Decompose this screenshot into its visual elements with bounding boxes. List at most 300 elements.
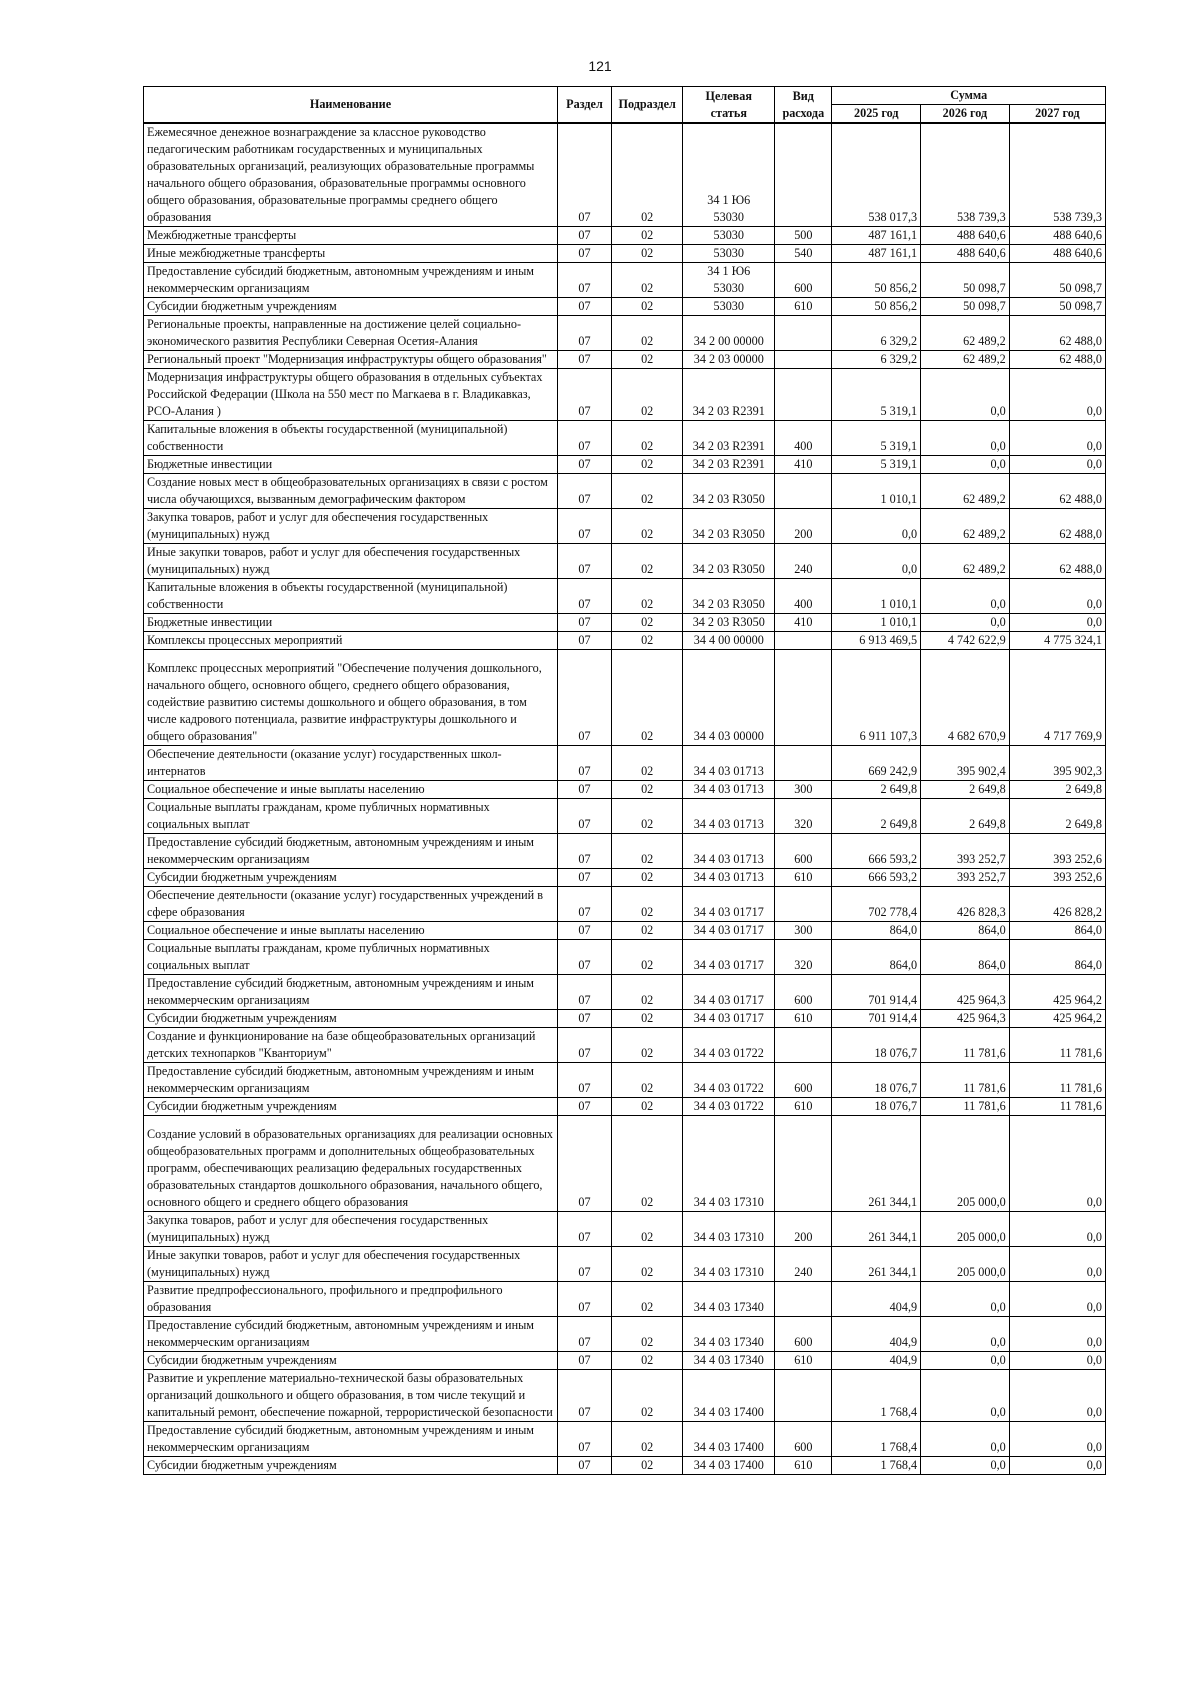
row-section: 07 <box>557 799 611 834</box>
row-name: Предоставление субсидий бюджетным, автономным учреждениям и иным некоммерческим организациям <box>144 975 558 1010</box>
row-sum-2026: 205 000,0 <box>921 1247 1010 1282</box>
table-row <box>144 922 1106 940</box>
row-sum-2026: 62 489,2 <box>921 474 1010 509</box>
row-name: Субсидии бюджетным учреждениям <box>144 1010 558 1028</box>
row-expense-type: 300 <box>775 781 832 799</box>
row-subsection: 02 <box>612 369 683 421</box>
header-subsection: Подраздел <box>612 87 683 124</box>
row-section: 07 <box>557 544 611 579</box>
row-name: Комплекс процессных мероприятий "Обеспечение получения дошкольного, начального общего, основного общего, среднего общего образования, содействие развитию системы дошкольного и общего образования, в том числе кадрового потенциала, развитие инфраструктуры дошкольного и общего образования" <box>144 650 558 746</box>
row-sum-2027: 0,0 <box>1009 1247 1105 1282</box>
row-target: 34 4 03 01717 <box>683 975 775 1010</box>
table-row <box>144 579 1106 614</box>
row-name: Создание и функционирование на базе общеобразовательных организаций детских технопарков "Кванториум" <box>144 1028 558 1063</box>
row-name: Обеспечение деятельности (оказание услуг) государственных учреждений в сфере образования <box>144 887 558 922</box>
row-sum-2027: 2 649,8 <box>1009 781 1105 799</box>
row-section: 07 <box>557 922 611 940</box>
row-sum-2026: 62 489,2 <box>921 316 1010 351</box>
row-sum-2027: 4 775 324,1 <box>1009 632 1105 650</box>
row-expense-type <box>775 632 832 650</box>
row-target: 34 4 03 17310 <box>683 1247 775 1282</box>
row-target: 34 2 03 R3050 <box>683 544 775 579</box>
table-row <box>144 369 1106 421</box>
row-sum-2025: 18 076,7 <box>832 1063 921 1098</box>
row-sum-2025: 18 076,7 <box>832 1098 921 1116</box>
row-sum-2025: 666 593,2 <box>832 869 921 887</box>
row-expense-type: 610 <box>775 298 832 316</box>
row-expense-type <box>775 650 832 746</box>
row-subsection: 02 <box>612 1028 683 1063</box>
row-sum-2027: 0,0 <box>1009 1317 1105 1352</box>
table-row <box>144 799 1106 834</box>
row-sum-2025: 6 911 107,3 <box>832 650 921 746</box>
table-row <box>144 746 1106 781</box>
row-target: 34 4 03 17400 <box>683 1457 775 1475</box>
row-name: Создание новых мест в общеобразовательных организациях в связи с ростом числа обучающихся, вызванным демографическим фактором <box>144 474 558 509</box>
row-section: 07 <box>557 781 611 799</box>
row-sum-2027: 62 488,0 <box>1009 509 1105 544</box>
row-sum-2025: 6 329,2 <box>832 316 921 351</box>
row-section: 07 <box>557 614 611 632</box>
table-header <box>144 87 1106 124</box>
row-target: 34 4 03 01717 <box>683 887 775 922</box>
row-name: Субсидии бюджетным учреждениям <box>144 298 558 316</box>
row-expense-type: 240 <box>775 544 832 579</box>
row-sum-2025: 404,9 <box>832 1317 921 1352</box>
row-sum-2026: 0,0 <box>921 369 1010 421</box>
row-sum-2027: 538 739,3 <box>1009 123 1105 227</box>
row-sum-2025: 1 768,4 <box>832 1370 921 1422</box>
row-sum-2027: 50 098,7 <box>1009 298 1105 316</box>
row-target: 34 4 03 01717 <box>683 940 775 975</box>
row-expense-type: 400 <box>775 579 832 614</box>
row-sum-2025: 261 344,1 <box>832 1116 921 1212</box>
row-expense-type: 300 <box>775 922 832 940</box>
table-row <box>144 1422 1106 1457</box>
row-subsection: 02 <box>612 1212 683 1247</box>
row-name: Иные закупки товаров, работ и услуг для обеспечения государственных (муниципальных) нужд <box>144 544 558 579</box>
row-sum-2026: 4 742 622,9 <box>921 632 1010 650</box>
row-name: Закупка товаров, работ и услуг для обеспечения государственных (муниципальных) нужд <box>144 509 558 544</box>
row-target: 34 4 03 17340 <box>683 1282 775 1317</box>
table-row <box>144 614 1106 632</box>
row-name: Бюджетные инвестиции <box>144 456 558 474</box>
row-sum-2026: 425 964,3 <box>921 1010 1010 1028</box>
row-sum-2027: 4 717 769,9 <box>1009 650 1105 746</box>
row-subsection: 02 <box>612 650 683 746</box>
table-row <box>144 887 1106 922</box>
row-section: 07 <box>557 1028 611 1063</box>
row-expense-type <box>775 1028 832 1063</box>
row-target: 34 4 03 17400 <box>683 1422 775 1457</box>
row-expense-type: 610 <box>775 1352 832 1370</box>
table-row <box>144 227 1106 245</box>
row-subsection: 02 <box>612 509 683 544</box>
row-sum-2025: 1 768,4 <box>832 1422 921 1457</box>
row-sum-2027: 393 252,6 <box>1009 834 1105 869</box>
row-sum-2026: 2 649,8 <box>921 799 1010 834</box>
header-expense-type: Вид расхода <box>775 87 832 124</box>
row-section: 07 <box>557 421 611 456</box>
budget-table <box>143 86 1106 1475</box>
row-subsection: 02 <box>612 1370 683 1422</box>
row-expense-type: 610 <box>775 1010 832 1028</box>
row-section: 07 <box>557 1098 611 1116</box>
row-subsection: 02 <box>612 1457 683 1475</box>
row-target: 34 2 03 R3050 <box>683 509 775 544</box>
row-sum-2027: 864,0 <box>1009 922 1105 940</box>
row-section: 07 <box>557 509 611 544</box>
row-subsection: 02 <box>612 869 683 887</box>
row-sum-2025: 864,0 <box>832 922 921 940</box>
row-target: 34 4 03 01713 <box>683 834 775 869</box>
row-sum-2026: 0,0 <box>921 1422 1010 1457</box>
row-target: 34 2 03 R3050 <box>683 579 775 614</box>
row-sum-2027: 395 902,3 <box>1009 746 1105 781</box>
row-section: 07 <box>557 474 611 509</box>
row-name: Предоставление субсидий бюджетным, автономным учреждениям и иным некоммерческим организациям <box>144 1063 558 1098</box>
row-sum-2027: 0,0 <box>1009 369 1105 421</box>
row-section: 07 <box>557 834 611 869</box>
row-expense-type <box>775 1370 832 1422</box>
row-name: Закупка товаров, работ и услуг для обеспечения государственных (муниципальных) нужд <box>144 1212 558 1247</box>
row-expense-type: 610 <box>775 1098 832 1116</box>
row-target: 34 4 03 17310 <box>683 1212 775 1247</box>
row-sum-2025: 1 010,1 <box>832 474 921 509</box>
row-sum-2027: 0,0 <box>1009 1352 1105 1370</box>
row-sum-2027: 0,0 <box>1009 1422 1105 1457</box>
row-sum-2026: 50 098,7 <box>921 298 1010 316</box>
row-sum-2026: 488 640,6 <box>921 245 1010 263</box>
row-sum-2026: 205 000,0 <box>921 1212 1010 1247</box>
row-subsection: 02 <box>612 298 683 316</box>
row-sum-2025: 404,9 <box>832 1352 921 1370</box>
row-subsection: 02 <box>612 1317 683 1352</box>
row-subsection: 02 <box>612 544 683 579</box>
row-target: 34 4 03 01713 <box>683 746 775 781</box>
row-sum-2027: 50 098,7 <box>1009 263 1105 298</box>
row-name: Иные межбюджетные трансферты <box>144 245 558 263</box>
row-sum-2026: 393 252,7 <box>921 869 1010 887</box>
row-sum-2026: 0,0 <box>921 421 1010 456</box>
row-subsection: 02 <box>612 1098 683 1116</box>
row-section: 07 <box>557 1116 611 1212</box>
row-section: 07 <box>557 869 611 887</box>
row-expense-type <box>775 316 832 351</box>
row-section: 07 <box>557 650 611 746</box>
row-sum-2026: 11 781,6 <box>921 1098 1010 1116</box>
row-subsection: 02 <box>612 1352 683 1370</box>
row-sum-2026: 425 964,3 <box>921 975 1010 1010</box>
row-name: Создание условий в образовательных организациях для реализации основных общеобразовательных программ и дополнительных общеобразовательных программ, обеспечивающих реализацию федеральных государственных образовательных стандартов дошкольного образования, начального общего, основного общего и среднего общего образования <box>144 1116 558 1212</box>
row-subsection: 02 <box>612 632 683 650</box>
table-row <box>144 263 1106 298</box>
row-name: Иные закупки товаров, работ и услуг для обеспечения государственных (муниципальных) нужд <box>144 1247 558 1282</box>
row-subsection: 02 <box>612 1247 683 1282</box>
row-sum-2027: 0,0 <box>1009 1212 1105 1247</box>
row-section: 07 <box>557 746 611 781</box>
table-row <box>144 1116 1106 1212</box>
row-sum-2027: 11 781,6 <box>1009 1028 1105 1063</box>
row-name: Развитие и укрепление материально-технической базы образовательных организаций дошкольного и общего образования, в том числе текущий и капитальный ремонт, обеспечение пожарной, террористической безопасности <box>144 1370 558 1422</box>
row-section: 07 <box>557 351 611 369</box>
row-target: 34 1 Ю6 53030 <box>683 263 775 298</box>
row-sum-2026: 0,0 <box>921 1317 1010 1352</box>
row-target: 34 2 03 00000 <box>683 351 775 369</box>
row-target: 53030 <box>683 245 775 263</box>
row-sum-2027: 0,0 <box>1009 1282 1105 1317</box>
row-target: 34 4 03 01722 <box>683 1098 775 1116</box>
row-sum-2025: 6 329,2 <box>832 351 921 369</box>
row-section: 07 <box>557 316 611 351</box>
row-sum-2025: 50 856,2 <box>832 298 921 316</box>
row-sum-2025: 666 593,2 <box>832 834 921 869</box>
row-section: 07 <box>557 1370 611 1422</box>
row-name: Ежемесячное денежное вознаграждение за классное руководство педагогическим работникам государственных и муниципальных образовательных организаций, реализующих образовательные программы начального общего образования, образовательные программы основного общего образования, образовательные программы среднего общего образования <box>144 123 558 227</box>
row-expense-type <box>775 369 832 421</box>
row-name: Модернизация инфраструктуры общего образования в отдельных субъектах Российской Федерации (Школа на 550 мест по Магкаева в г. Владикавказ, РСО-Алания ) <box>144 369 558 421</box>
row-sum-2025: 2 649,8 <box>832 781 921 799</box>
table-row <box>144 544 1106 579</box>
row-subsection: 02 <box>612 940 683 975</box>
row-section: 07 <box>557 1063 611 1098</box>
row-sum-2027: 62 488,0 <box>1009 351 1105 369</box>
row-sum-2025: 538 017,3 <box>832 123 921 227</box>
row-subsection: 02 <box>612 263 683 298</box>
row-section: 07 <box>557 245 611 263</box>
row-section: 07 <box>557 1247 611 1282</box>
table-row <box>144 351 1106 369</box>
row-expense-type: 540 <box>775 245 832 263</box>
row-sum-2026: 62 489,2 <box>921 351 1010 369</box>
row-target: 34 4 03 01713 <box>683 781 775 799</box>
row-sum-2027: 488 640,6 <box>1009 227 1105 245</box>
row-sum-2026: 538 739,3 <box>921 123 1010 227</box>
row-sum-2026: 62 489,2 <box>921 509 1010 544</box>
header-name: Наименование <box>144 87 558 124</box>
row-name: Субсидии бюджетным учреждениям <box>144 1098 558 1116</box>
row-subsection: 02 <box>612 1010 683 1028</box>
row-target: 34 4 03 17310 <box>683 1116 775 1212</box>
row-target: 34 4 00 00000 <box>683 632 775 650</box>
row-target: 34 4 03 17340 <box>683 1317 775 1352</box>
row-sum-2025: 404,9 <box>832 1282 921 1317</box>
table-row <box>144 1010 1106 1028</box>
row-expense-type: 400 <box>775 421 832 456</box>
row-expense-type: 610 <box>775 869 832 887</box>
row-section: 07 <box>557 1457 611 1475</box>
row-expense-type: 600 <box>775 1422 832 1457</box>
row-subsection: 02 <box>612 1422 683 1457</box>
row-expense-type: 600 <box>775 1063 832 1098</box>
row-sum-2025: 261 344,1 <box>832 1212 921 1247</box>
row-name: Капитальные вложения в объекты государственной (муниципальной) собственности <box>144 421 558 456</box>
row-expense-type <box>775 474 832 509</box>
row-sum-2025: 0,0 <box>832 509 921 544</box>
row-section: 07 <box>557 263 611 298</box>
row-target: 34 2 03 R2391 <box>683 421 775 456</box>
row-subsection: 02 <box>612 887 683 922</box>
row-sum-2025: 487 161,1 <box>832 245 921 263</box>
row-sum-2026: 0,0 <box>921 456 1010 474</box>
row-target: 34 4 03 00000 <box>683 650 775 746</box>
header-section: Раздел <box>557 87 611 124</box>
row-sum-2027: 62 488,0 <box>1009 474 1105 509</box>
row-subsection: 02 <box>612 351 683 369</box>
row-sum-2027: 425 964,2 <box>1009 975 1105 1010</box>
row-sum-2027: 0,0 <box>1009 421 1105 456</box>
row-target: 34 4 03 01713 <box>683 799 775 834</box>
row-sum-2027: 426 828,2 <box>1009 887 1105 922</box>
row-sum-2027: 62 488,0 <box>1009 316 1105 351</box>
row-expense-type: 320 <box>775 799 832 834</box>
row-subsection: 02 <box>612 975 683 1010</box>
row-expense-type: 240 <box>775 1247 832 1282</box>
row-sum-2025: 701 914,4 <box>832 1010 921 1028</box>
table-row <box>144 1028 1106 1063</box>
row-subsection: 02 <box>612 316 683 351</box>
row-expense-type: 610 <box>775 1457 832 1475</box>
row-section: 07 <box>557 579 611 614</box>
row-name: Социальные выплаты гражданам, кроме публичных нормативных социальных выплат <box>144 940 558 975</box>
row-target: 34 4 03 01717 <box>683 1010 775 1028</box>
header-2025: 2025 год <box>832 105 921 124</box>
row-sum-2025: 0,0 <box>832 544 921 579</box>
table-row <box>144 1457 1106 1475</box>
row-subsection: 02 <box>612 1282 683 1317</box>
row-expense-type: 600 <box>775 834 832 869</box>
table-row <box>144 1317 1106 1352</box>
row-sum-2025: 5 319,1 <box>832 456 921 474</box>
row-target: 34 1 Ю6 53030 <box>683 123 775 227</box>
row-sum-2026: 205 000,0 <box>921 1116 1010 1212</box>
row-sum-2026: 395 902,4 <box>921 746 1010 781</box>
row-expense-type <box>775 887 832 922</box>
row-sum-2026: 393 252,7 <box>921 834 1010 869</box>
table-row <box>144 1212 1106 1247</box>
table-row <box>144 975 1106 1010</box>
row-expense-type: 200 <box>775 509 832 544</box>
row-subsection: 02 <box>612 421 683 456</box>
table-row <box>144 456 1106 474</box>
row-name: Субсидии бюджетным учреждениям <box>144 1457 558 1475</box>
row-name: Капитальные вложения в объекты государственной (муниципальной) собственности <box>144 579 558 614</box>
row-subsection: 02 <box>612 227 683 245</box>
table-row <box>144 123 1106 227</box>
row-sum-2027: 11 781,6 <box>1009 1063 1105 1098</box>
row-name: Региональный проект "Модернизация инфраструктуры общего образования" <box>144 351 558 369</box>
row-expense-type <box>775 746 832 781</box>
row-sum-2026: 0,0 <box>921 579 1010 614</box>
row-sum-2027: 864,0 <box>1009 940 1105 975</box>
header-sum: Сумма <box>832 87 1106 105</box>
row-target: 53030 <box>683 227 775 245</box>
row-subsection: 02 <box>612 456 683 474</box>
row-sum-2025: 1 010,1 <box>832 614 921 632</box>
row-sum-2026: 50 098,7 <box>921 263 1010 298</box>
row-name: Бюджетные инвестиции <box>144 614 558 632</box>
row-expense-type: 410 <box>775 614 832 632</box>
table-row <box>144 1370 1106 1422</box>
row-subsection: 02 <box>612 474 683 509</box>
row-target: 34 2 03 R3050 <box>683 614 775 632</box>
row-section: 07 <box>557 1352 611 1370</box>
row-sum-2026: 2 649,8 <box>921 781 1010 799</box>
row-section: 07 <box>557 369 611 421</box>
table-row <box>144 1352 1106 1370</box>
row-target: 34 2 03 R2391 <box>683 369 775 421</box>
row-sum-2026: 0,0 <box>921 1457 1010 1475</box>
table-row <box>144 245 1106 263</box>
row-sum-2027: 2 649,8 <box>1009 799 1105 834</box>
row-section: 07 <box>557 940 611 975</box>
row-subsection: 02 <box>612 579 683 614</box>
row-name: Предоставление субсидий бюджетным, автономным учреждениям и иным некоммерческим организациям <box>144 1422 558 1457</box>
row-subsection: 02 <box>612 799 683 834</box>
row-sum-2025: 864,0 <box>832 940 921 975</box>
row-name: Субсидии бюджетным учреждениям <box>144 1352 558 1370</box>
row-sum-2026: 0,0 <box>921 1282 1010 1317</box>
page-number: 121 <box>588 58 612 74</box>
row-name: Социальные выплаты гражданам, кроме публичных нормативных социальных выплат <box>144 799 558 834</box>
row-name: Субсидии бюджетным учреждениям <box>144 869 558 887</box>
table-row <box>144 834 1106 869</box>
row-expense-type: 600 <box>775 975 832 1010</box>
row-name: Социальное обеспечение и иные выплаты населению <box>144 781 558 799</box>
row-sum-2026: 4 682 670,9 <box>921 650 1010 746</box>
row-expense-type <box>775 123 832 227</box>
row-sum-2026: 0,0 <box>921 614 1010 632</box>
row-section: 07 <box>557 123 611 227</box>
row-sum-2025: 6 913 469,5 <box>832 632 921 650</box>
header-2027: 2027 год <box>1009 105 1105 124</box>
table-row <box>144 298 1106 316</box>
row-expense-type <box>775 1282 832 1317</box>
row-expense-type: 200 <box>775 1212 832 1247</box>
row-sum-2026: 488 640,6 <box>921 227 1010 245</box>
row-sum-2025: 487 161,1 <box>832 227 921 245</box>
row-expense-type: 600 <box>775 1317 832 1352</box>
table-body <box>144 123 1106 1475</box>
row-name: Предоставление субсидий бюджетным, автономным учреждениям и иным некоммерческим организациям <box>144 263 558 298</box>
row-sum-2027: 0,0 <box>1009 579 1105 614</box>
row-section: 07 <box>557 975 611 1010</box>
row-sum-2026: 0,0 <box>921 1352 1010 1370</box>
row-subsection: 02 <box>612 922 683 940</box>
row-sum-2027: 0,0 <box>1009 1457 1105 1475</box>
row-sum-2027: 62 488,0 <box>1009 544 1105 579</box>
row-sum-2026: 426 828,3 <box>921 887 1010 922</box>
row-sum-2025: 18 076,7 <box>832 1028 921 1063</box>
row-sum-2026: 864,0 <box>921 922 1010 940</box>
row-target: 34 4 03 01722 <box>683 1063 775 1098</box>
row-sum-2027: 0,0 <box>1009 1370 1105 1422</box>
row-subsection: 02 <box>612 746 683 781</box>
row-expense-type <box>775 1116 832 1212</box>
row-section: 07 <box>557 1010 611 1028</box>
row-sum-2025: 5 319,1 <box>832 421 921 456</box>
table-row <box>144 632 1106 650</box>
table-row <box>144 316 1106 351</box>
row-sum-2027: 0,0 <box>1009 456 1105 474</box>
row-section: 07 <box>557 887 611 922</box>
table-row <box>144 509 1106 544</box>
row-name: Обеспечение деятельности (оказание услуг) государственных школ-интернатов <box>144 746 558 781</box>
row-name: Предоставление субсидий бюджетным, автономным учреждениям и иным некоммерческим организациям <box>144 1317 558 1352</box>
row-expense-type: 500 <box>775 227 832 245</box>
row-expense-type: 600 <box>775 263 832 298</box>
table-row <box>144 781 1106 799</box>
